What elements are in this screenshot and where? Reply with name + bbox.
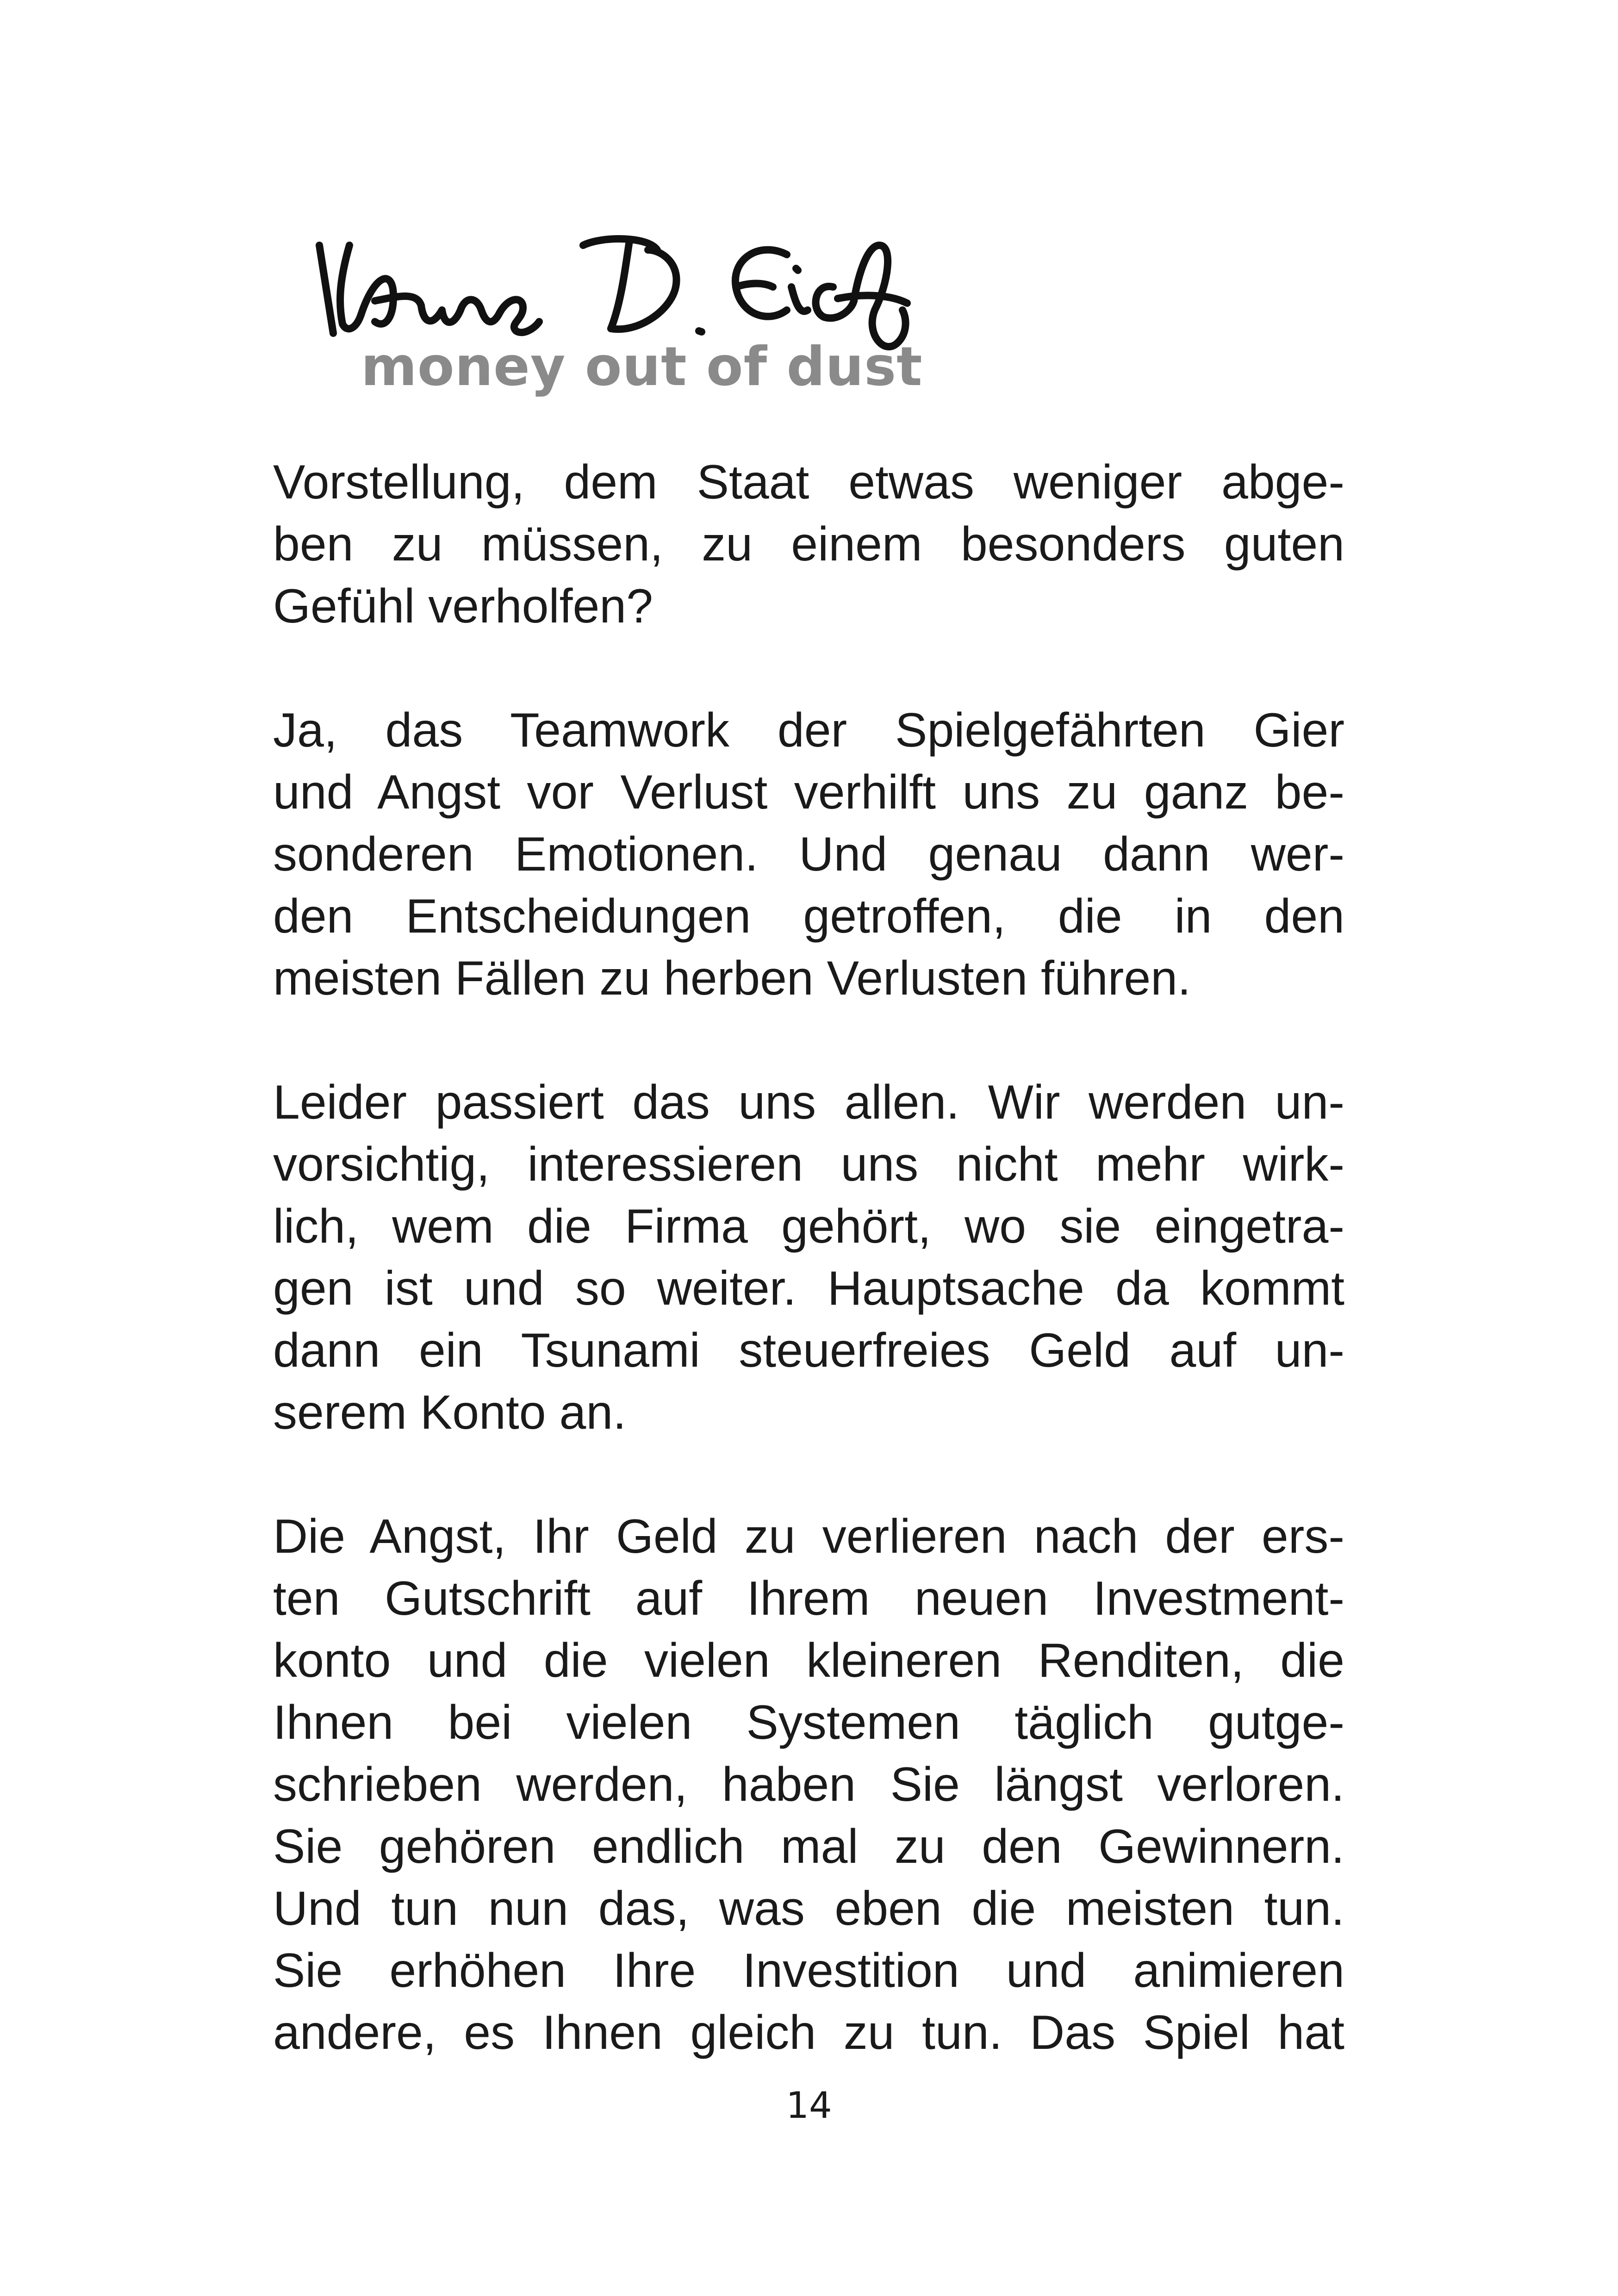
text-line: ben zu müssen, zu einem besonders guten: [273, 517, 1344, 571]
text-line: gen ist und so weiter. Hauptsache da kommt: [273, 1262, 1344, 1315]
text-line: vorsichtig, interessieren uns nicht mehr wirk-: [273, 1138, 1344, 1191]
tagline: money out of dust: [361, 336, 923, 398]
text-line: Sie gehören endlich mal zu den Gewinnern.: [273, 1820, 1344, 1873]
text-line: schrieben werden, haben Sie längst verloren.: [273, 1758, 1344, 1811]
text-line: und Angst vor Verlust verhilft uns zu ganz be-: [273, 765, 1344, 819]
text-line: lich, wem die Firma gehört, wo sie eingetra-: [273, 1200, 1344, 1253]
text-line: Leider passiert das uns allen. Wir werden un-: [273, 1076, 1344, 1129]
text-line: Sie erhöhen Ihre Investition und animieren: [273, 1944, 1344, 1997]
paragraph: [273, 451, 1344, 637]
page-number: 14: [786, 2085, 832, 2127]
text-line: Ihnen bei vielen Systemen täglich gutge-: [273, 1696, 1344, 1749]
text-line: den Entscheidungen getroffen, die in den: [273, 890, 1344, 943]
text-line: Gefühl verholfen?: [273, 579, 653, 633]
paragraph: [273, 699, 1344, 1009]
text-line: konto und die vielen kleineren Renditen, die: [273, 1634, 1344, 1687]
text-line: meisten Fällen zu herben Verlusten führen.: [273, 952, 1191, 1005]
paragraph: [273, 1071, 1344, 1444]
text-line: Und tun nun das, was eben die meisten tun.: [273, 1882, 1344, 1935]
page-header: [305, 218, 953, 417]
text-line: sonderen Emotionen. Und genau dann wer-: [273, 828, 1344, 881]
text-line: andere, es Ihnen gleich zu tun. Das Spiel hat: [273, 2006, 1344, 2060]
text-line: serem Konto an.: [273, 1386, 627, 1439]
text-line: ten Gutschrift auf Ihrem neuen Investment-: [273, 1572, 1344, 1625]
text-line: Die Angst, Ihr Geld zu verlieren nach der ers-: [273, 1510, 1344, 1563]
text-line: Vorstellung, dem Staat etwas weniger abge-: [273, 455, 1344, 509]
text-line: dann ein Tsunami steuerfreies Geld auf un-: [273, 1324, 1344, 1377]
body-text: [273, 451, 1344, 2126]
paragraph: [273, 1506, 1344, 2064]
text-line: Ja, das Teamwork der Spielgefährten Gier: [273, 703, 1344, 757]
